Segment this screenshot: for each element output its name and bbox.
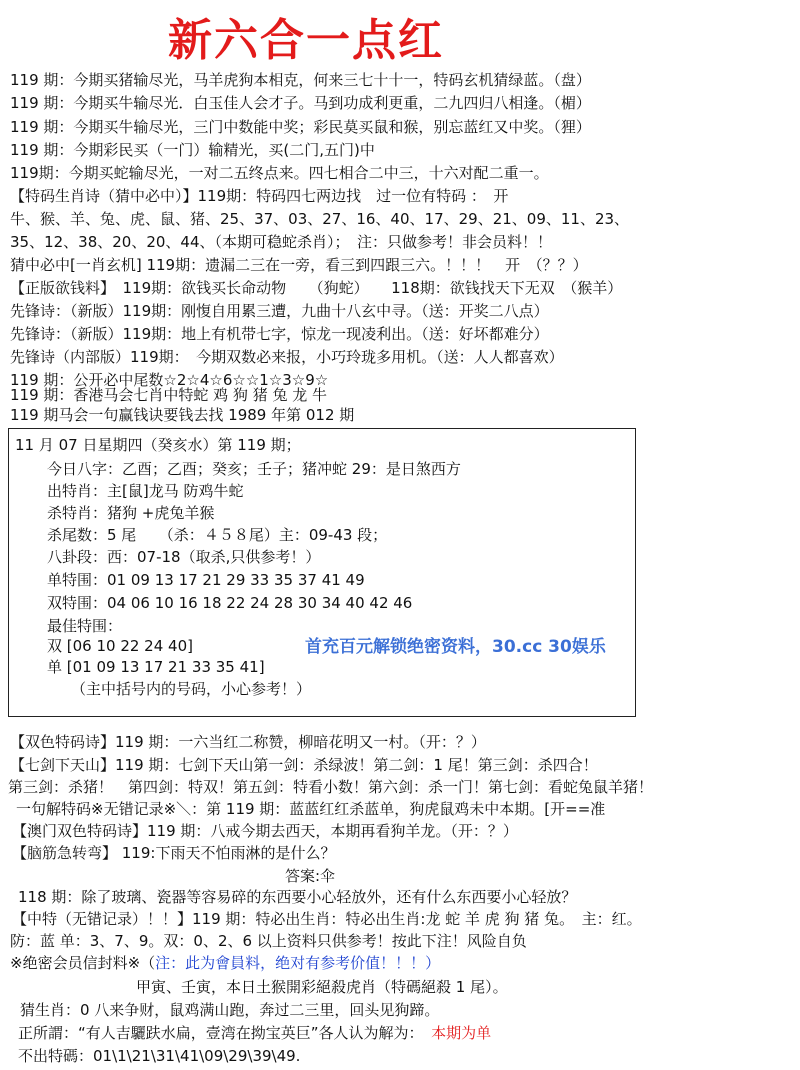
- text-line: 119 期：今期买牛输尽光．白玉佳人会才子。马到功成利更重，二九四归八相逢。（楣）: [10, 94, 591, 112]
- text-line: 答案:伞: [285, 867, 336, 885]
- text-line: 【特码生肖诗（猜中必中）】119期：特码四七两边找 过一位有特码 ： 开: [10, 187, 509, 205]
- box-line: 双 [06 10 22 24 40]: [47, 637, 193, 655]
- text-line: 第三剑：杀猪！ 第四剑：特双！第五剑：特看小数！第六剑：杀一门！第七剑：看蛇兔鼠羊猪！: [8, 778, 654, 796]
- promo-banner-link[interactable]: 首充百元解锁绝密资料，30.cc 30娱乐: [305, 637, 606, 657]
- box-line: 今日八字：乙酉；乙酉；癸亥；壬子；猪冲蛇 29：是日煞西方: [47, 460, 461, 478]
- box-line: 双特围：04 06 10 16 18 22 24 28 30 34 40 42 46: [47, 594, 413, 612]
- secret-label: ※绝密会员信封料※（: [10, 954, 156, 972]
- text-line: 118 期：除了玻璃、瓷器等容易碎的东西要小心轻放外，还有什么东西要小心轻放？: [18, 888, 577, 906]
- box-line: （主中括号内的号码，小心参考！）: [71, 680, 312, 698]
- text-line: 【脑筋急转弯】 119:下雨天不怕雨淋的是什么？: [12, 844, 336, 862]
- text-line: 猜生肖：0 八来争财，鼠鸡满山跑，奔过二三里，回头见狗蹄。: [20, 1001, 440, 1019]
- box-line: 最佳特围：: [47, 617, 123, 635]
- text-line: 甲寅、壬寅，本日土猴開彩絕殺虎肖（特碼絕殺 1 尾）。: [136, 978, 508, 996]
- text-line: 【澳门双色特码诗】119 期：八戒今期去西天，本期再看狗羊龙。（开：？）: [12, 822, 518, 840]
- text-line: [18, 1023, 491, 1043]
- box-line: 杀尾数：5 尾 （杀：４５８尾）主：09-43 段；: [47, 526, 388, 544]
- text-line: 猜中必中[一肖玄机] 119期：遗漏二三在一旁，看三到四跟三六。！！！ 开 （？？）: [10, 256, 588, 274]
- text-line: 【双色特码诗】119 期：一六当红二称赞，柳暗花明又一村。（开：？）: [10, 733, 486, 751]
- daily-info-box: [8, 428, 636, 717]
- text-line: 【正版欲钱料】 119期：欲钱买长命动物 （狗蛇） 118期：欲钱找天下无双 （猴羊）: [10, 279, 623, 297]
- box-line: 单特围：01 09 13 17 21 29 33 35 37 41 49: [47, 571, 365, 589]
- box-date-line: 11 月 07 日星期四（癸亥水）第 119 期；: [15, 436, 301, 454]
- text-line: 119 期：今期彩民买（一门）输精光，买(二门,五门)中: [10, 141, 375, 159]
- text-line: [10, 953, 440, 973]
- secret-note: 注：此为會員料，绝对有参考价值！！！）: [155, 954, 441, 972]
- text-line: 119期：今期买蛇输尽光，一对二五终点来。四七相合二中三，十六对配二重一。: [10, 164, 549, 182]
- text-line: 不出特碼：01\1\21\31\41\09\29\39\49.: [18, 1047, 301, 1065]
- riddle-text: 正所謂：“有人吉驪趺水扁，壹湾在拗宝英巨”各人认为解为：: [18, 1024, 417, 1042]
- text-line: 先锋诗：（新版）119期：地上有机带七字，惊龙一现凌利出。（送：好坏都难分）: [10, 325, 549, 343]
- text-line: 35、12、38、20、20、44、（本期可稳蛇杀肖）； 注：只做参考！非会员料！！: [10, 233, 553, 251]
- text-line: 防：蓝 单：3、7、9。双：0、2、6 以上资料只供参考！按此下注！风险自负: [10, 932, 527, 950]
- text-line: 一句解特码※无错记录※＼：第 119 期：蓝蓝红红杀蓝单，狗虎鼠鸡未中本期。[开==准: [16, 800, 606, 818]
- box-line: 杀特肖：猪狗 +虎兔羊猴: [47, 504, 215, 522]
- text-line: 119 期马会一句赢钱诀要钱去找 1989 年第 012 期: [10, 406, 355, 424]
- page-title: 新六合一点红: [168, 15, 444, 66]
- box-line: 八卦段：西：07-18（取杀,只供参考！）: [47, 548, 321, 566]
- box-line: 单 [01 09 13 17 21 33 35 41]: [47, 658, 265, 676]
- solution-text: 本期为单: [431, 1024, 492, 1042]
- text-line: 牛、猴、羊、兔、虎、鼠、猪、25、37、03、27、16、40、17、29、21、09、11、23、: [10, 210, 630, 228]
- text-line: 【中特（无错记录）！！】119 期：特必出生肖：特必出生肖:龙 蛇 羊 虎 狗 猪 兔。 主：红。: [12, 910, 642, 928]
- text-line: 【七剑下天山】119 期：七剑下天山第一剑：杀绿波！第二剑：1 尾！第三剑：杀四合！: [10, 756, 598, 774]
- text-line: 先锋诗：（新版）119期：刚愎自用累三遭，九曲十八玄中寻。（送：开奖二八点）: [10, 302, 549, 320]
- text-line: 119 期：今期买牛输尽光，三门中数能中奖；彩民莫买鼠和猴，别忘蓝红又中奖。（狸）: [10, 118, 591, 136]
- text-line: 119 期：公开必中尾数☆2☆4☆6☆☆1☆3☆9☆: [10, 371, 329, 389]
- text-line: 119 期：香港马会七肖中特蛇 鸡 狗 猪 兔 龙 牛: [10, 386, 328, 404]
- box-line: 出特肖：主[鼠]龙马 防鸡牛蛇: [47, 482, 244, 500]
- text-line: 先锋诗（内部版）119期： 今期双数必来报，小巧玲珑多用机。（送：人人都喜欢）: [10, 348, 564, 366]
- text-line: 119 期：今期买猪输尽光，马羊虎狗本相克，何来三七十十一，特码玄机猜绿蓝。（盘）: [10, 71, 591, 89]
